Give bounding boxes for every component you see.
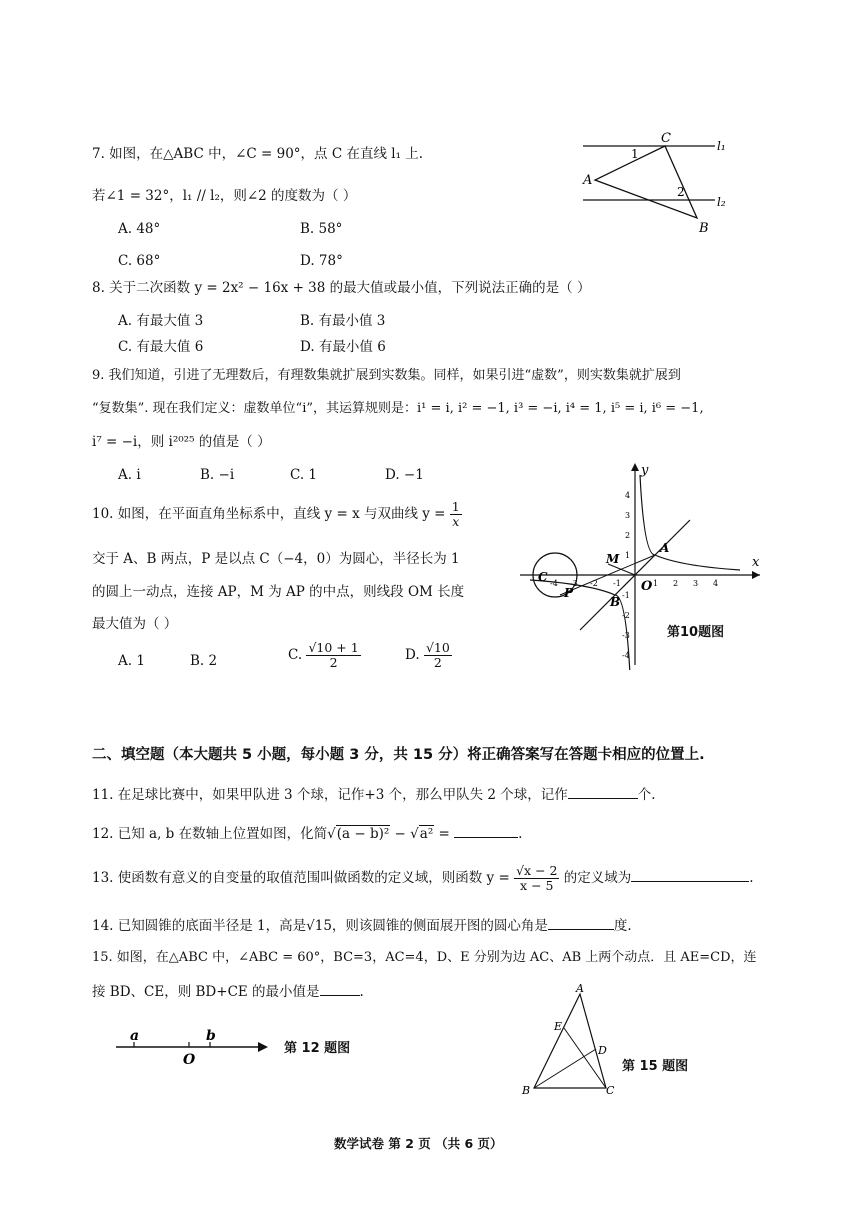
q12-answer-blank[interactable] [454,825,518,838]
q14-stem [92,914,632,934]
q14-text-end: 度. [613,918,632,934]
q14-text: 14. 已知圆锥的底面半径是 1，高是√15，则该圆锥的侧面展开图的圆心角是 [92,918,548,934]
q10-stem-line1 [92,500,462,529]
q7-triangle [595,146,697,218]
q10-option-d-den: 2 [433,655,442,670]
q10-xtick-m1: -1 [613,579,621,588]
q12-label-o: O [183,1052,196,1068]
q10-option-c-fraction [306,641,360,670]
q10-ytick-1: 1 [625,551,631,560]
q13-text-b: 的定义域为 [563,870,632,886]
q10-stem-line4: 最大值为（ ） [92,616,178,632]
q10-x-arrow [752,571,760,579]
q12-figure [112,1028,272,1070]
q10-hyperbola-left [530,580,630,670]
q10-ytick-4: 4 [625,491,631,500]
q12-sqrt-sign-1: √ [327,826,336,842]
q10-label-m: M [606,552,620,566]
q10-ytick-m2: -2 [622,611,630,620]
q10-figure-caption: 第10题图 [667,625,725,640]
q7-angle2-label: 2 [677,185,685,199]
q12-number-line-arrow [258,1042,268,1052]
q10-figure [520,460,765,670]
q11-stem [92,783,656,803]
q10-option-d-num: √10 [425,640,450,655]
q15-end: . [359,984,364,1000]
q15-label-d: D [598,1044,607,1057]
q12-text: 12. 已知 a, b 在数轴上位置如图，化简 [92,826,328,842]
q10-xtick-m2: -2 [590,579,598,588]
q12-equals: = [434,826,455,842]
q11-answer-blank[interactable] [568,786,638,799]
q10-xtick-m4: -4 [550,579,558,588]
q7-label-a: A [583,173,593,188]
q10-option-a: A. 1 [118,653,145,669]
q10-label-b: B [610,595,621,609]
q10-frac-den: x [452,514,460,529]
section2-heading: 二、填空题（本大题共 5 小题，每小题 3 分，共 15 分）将正确答案写在答题卡相应的位置上. [92,747,705,763]
q12-figure-caption: 第 12 题图 [284,1041,351,1056]
q13-fraction [514,864,559,893]
q10-xtick-2: 2 [673,579,679,588]
q15-figure [518,982,618,1098]
q9-stem-line2: “复数集”. 现在我们定义：虚数单位“i”，其运算规则是：i¹ = i, i² = −1, i³ = −i, i⁴ = 1, i⁵ = i, i⁶ = −1, [92,401,704,416]
q10-xtick-3: 3 [693,579,699,588]
q15-label-e: E [554,1020,563,1033]
q15-label-c: C [606,1084,615,1097]
q13-answer-blank[interactable] [631,869,749,882]
q10-label-p: P [564,586,574,600]
q10-xtick-m3: -3 [570,579,578,588]
q7-option-c: C. 68° [118,253,161,269]
q10-ytick-m4: -4 [622,651,630,660]
q7-label-l1: l₁ [717,139,726,153]
q15-stem-line1: 15. 如图，在△ABC 中，∠ABC = 60°，BC=3，AC=4，D、E 分别为边 AC、AB 上两个动点．且 AE=CD，连 [92,950,757,965]
q7-option-d: D. 78° [300,253,343,269]
q9-stem-line3: i⁷ = −i，则 i²⁰²⁵ 的值是（ ） [92,434,271,450]
q10-option-d-prefix: D. [405,647,420,663]
q10-stem-line3: 的圆上一动点，连接 AP，M 为 AP 的中点，则线段 OM 长度 [92,584,465,600]
q15-answer-blank[interactable] [320,983,360,996]
q10-option-d [405,641,452,670]
q10-option-c-num: √10 + 1 [308,640,359,655]
q10-option-b: B. 2 [190,653,218,669]
q15-text: 接 BD、CE，则 BD+CE 的最小值是 [92,984,320,1000]
q15-figure-caption: 第 15 题图 [622,1059,689,1074]
q9-stem-line1: 9. 我们知道，引进了无理数后，有理数集就扩展到实数集。同样，如果引进“虚数”，则实数集就扩展到 [92,368,681,383]
q9-option-a: A. i [118,467,141,483]
q10-option-c [288,641,361,670]
q7-option-a: A. 48° [118,221,161,237]
q7-label-b: B [699,221,709,236]
q7-stem-line2: 若∠1 = 32°，l₁ // l₂，则∠2 的度数为（ ） [92,188,357,204]
q10-ytick-2: 2 [625,531,631,540]
q13-frac-num: √x − 2 [516,863,558,878]
q12-radicand-2: a² [419,826,434,842]
q10-origin-label: O [641,579,653,594]
page-footer: 数学试卷 第 2 页 （共 6 页） [334,1136,503,1151]
q10-x-label: x [752,555,760,570]
q13-end: . [749,870,754,886]
q13-stem [92,864,754,893]
q8-option-d: D. 有最小值 6 [300,339,386,355]
q8-option-a: A. 有最大值 3 [118,313,204,329]
q10-xtick-4: 4 [713,579,719,588]
q9-option-b: B. −i [200,467,235,483]
q9-option-c: C. 1 [290,467,318,483]
q11-text-end: 个. [637,787,656,803]
q10-option-c-den: 2 [329,655,338,670]
q15-label-a: A [576,982,584,995]
q13-frac-den: x − 5 [520,878,554,893]
q8-stem: 8. 关于二次函数 y = 2x² − 16x + 38 的最大值或最小值，下列说法正确的是（ ） [92,280,591,296]
q10-stem-line1-text: 10. 如图，在平面直角坐标系中，直线 y = x 与双曲线 y = [92,506,446,522]
q10-xtick-1: 1 [653,579,659,588]
q10-y-arrow [631,463,639,471]
q15-segment-ce [564,1028,606,1088]
q7-figure [575,128,735,238]
q13-text: 13. 使函数有意义的自变量的取值范围叫做函数的定义域，则函数 y = [92,870,510,886]
q15-triangle [534,994,606,1088]
q10-label-a: A [660,541,670,555]
q12-end: . [518,826,523,842]
q12-radicand-1: (a − b)² [336,826,390,842]
q10-ytick-m3: -3 [622,631,630,640]
q8-option-c: C. 有最大值 6 [118,339,204,355]
q8-option-b: B. 有最小值 3 [300,313,386,329]
q11-text: 11. 在足球比赛中，如果甲队进 3 个球，记作+3 个，那么甲队失 2 个球，记作 [92,787,568,803]
q7-option-b: B. 58° [300,221,343,237]
q10-y-label: y [641,463,649,478]
q7-label-c: C [661,131,671,146]
q12-label-a: a [130,1028,140,1044]
q10-label-c: C [538,570,548,584]
q10-ytick-m1: -1 [622,591,630,600]
q10-hyperbola-fraction [450,500,462,529]
q9-option-d: D. −1 [385,467,424,483]
q12-stem [92,822,522,842]
q10-option-c-prefix: C. [288,647,303,663]
q15-stem-line2 [92,980,364,1000]
q10-option-d-fraction [424,641,452,670]
q12-label-b: b [206,1028,216,1044]
q10-stem-line2: 交于 A、B 两点，P 是以点 C（−4，0）为圆心，半径长为 1 [92,551,460,567]
q10-frac-num: 1 [451,499,460,514]
q15-label-b: B [522,1084,531,1097]
q10-ytick-3: 3 [625,511,631,520]
q12-sqrt-sign-2: √ [410,826,419,842]
q14-answer-blank[interactable] [548,917,614,930]
q12-minus: − [390,826,411,842]
q7-label-l2: l₂ [717,195,726,209]
q7-stem-line1: 7. 如图，在△ABC 中，∠C = 90°，点 C 在直线 l₁ 上. [92,146,424,162]
q7-angle1-label: 1 [631,147,639,161]
